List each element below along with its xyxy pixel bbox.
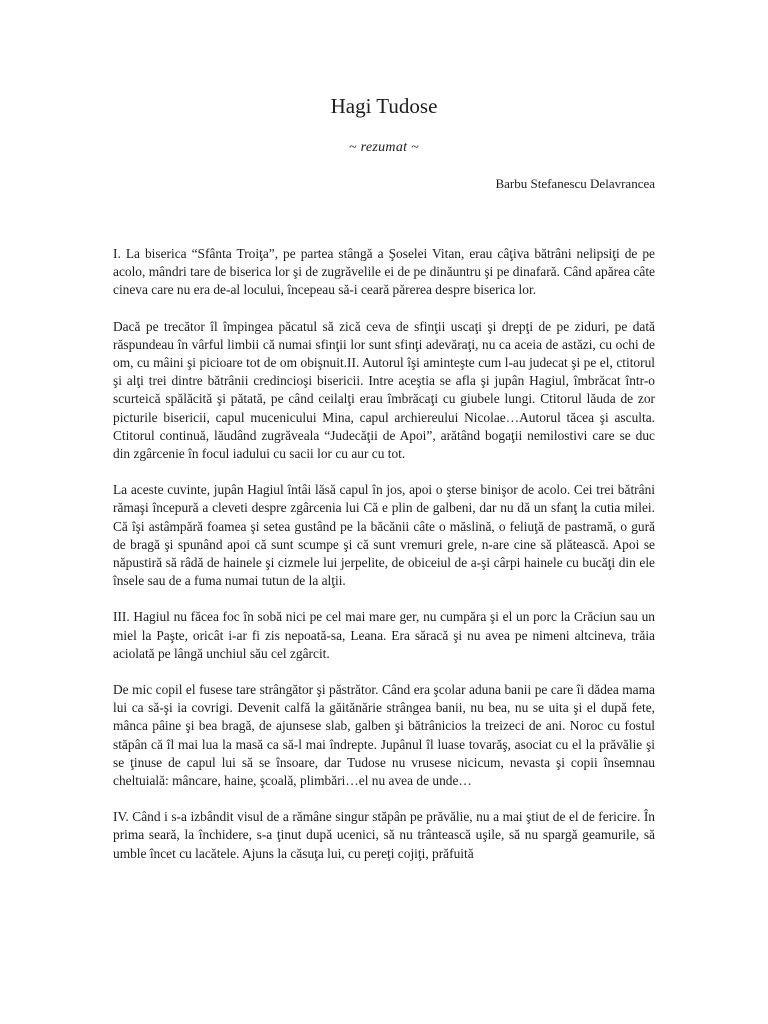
paragraph: III. Hagiul nu făcea foc în sobă nici pe cel mai mare ger, nu cumpăra şi el un porc la Crăciun sau un miel la Paşte, oricât i-ar fi zis nepoată-sa, Leana. Era săracă şi nu avea pe nimeni altcineva, trăia aciolată pe lângă unchiul său cel zgârcit. — [113, 609, 655, 661]
paragraph: I. La biserica “Sfânta Troiţa”, pe partea stângă a Şoselei Vitan, erau câţiva bătrâni nelipsiţi de pe acolo, mândri tare de biserica lor şi de zugrăvelile ei de pe dinăuntru şi pe dinafară. Când apărea câte cineva care nu era de-al locului, începeau să-i ceară părerea despre biserica lor. — [113, 246, 655, 298]
document-subtitle: ~ rezumat ~ — [348, 140, 420, 155]
paragraph: IV. Când i s-a izbândit visul de a rămâne singur stăpân pe prăvălie, nu a mai ştiut de el de fericire. În prima seară, la închidere, s-a ţinut după ucenici, să nu trântească uşile, să nu spargă geamurile, să umble încet cu lacătele. Ajuns la căsuţa lui, cu pereţi cojiţi, prăfuită — [113, 809, 655, 861]
document-title: Hagi Tudose — [330, 94, 438, 118]
paragraph: De mic copil el fusese tare strângător şi păstrător. Când era şcolar aduna banii pe care îi dădea mama lui ca să-şi ia covrigi. Devenit calfă la găitănărie strângea banii, nu bea, nu se uita şi el după fete, mânca pâine şi bea bragă, de ajunsese slab, galben şi bătrânicios la treizeci de ani. Noroc cu fostul stăpân că îl mai lua la masă ca să-l mai îndrepte. Jupânul îl luase tovarăş, asociat cu el la prăvălie şi se ţinuse de capul lui să se însoare, dar Tudose nu vrusese nicicum, nevasta şi copii însemnau cheltuială: mâncare, haine, şcoală, plimbări…el nu avea de unde… — [113, 682, 655, 789]
paragraph: Dacă pe trecător îl împingea păcatul să zică ceva de sfinţii uscaţi şi drepţi de pe ziduri, pe dată răspundeau în vârful limbii că numai sfinţii lor sunt sfinţi adevăraţi, nu ca aceia de astăzi, cu ochi de om, cu mâini şi picioare tot de om obişnuit.II. Autorul îşi aminteşte cum l-au judecat şi pe el, ctitorul şi alţi trei dintre bătrânii credincioşi bisericii. Intre aceştia se afla şi jupân Hagiul, îmbrăcat într-o scurteică spălăcită şi pătată, pe când ceilalţi erau îmbrăcaţi cu giubele lungi. Ctitorul lăuda de zor picturile bisericii, capul mucenicului Mina, capul archiereului Nicolae…Autorul tăcea şi asculta. Ctitorul continuă, lăudând zugrăveala “Judecăţii de Apoi”, arătând bogaţii nemilostivi care se duc din zgârcenie în focul iadului cu sacii lor cu aur cu tot. — [113, 318, 655, 462]
paragraph: La aceste cuvinte, jupân Hagiul întâi lăsă capul în jos, apoi o şterse binişor de acolo. Cei trei bătrâni rămaşi începură a cleveti despre zgârcenia lui Că e plin de galbeni, dar nu dă un sfanţ la cutia milei. Că îşi astâmpără foamea şi setea gustând pe la băcănii câte o măslină, o feliuţă de pastramă, o gură de bragă şi spunând apoi că sunt scumpe şi că sunt vremuri grele, n-are cine să plătească. Apoi se năpustiră să râdă de hainele şi cizmele lui jerpelite, de obiceiul de a-şi cârpi hainele cu bucăţi din ele însele sau de a fuma numai tutun de la alţii. — [113, 482, 655, 589]
document-body — [113, 245, 655, 881]
document-author: Barbu Stefanescu Delavrancea — [495, 176, 655, 191]
